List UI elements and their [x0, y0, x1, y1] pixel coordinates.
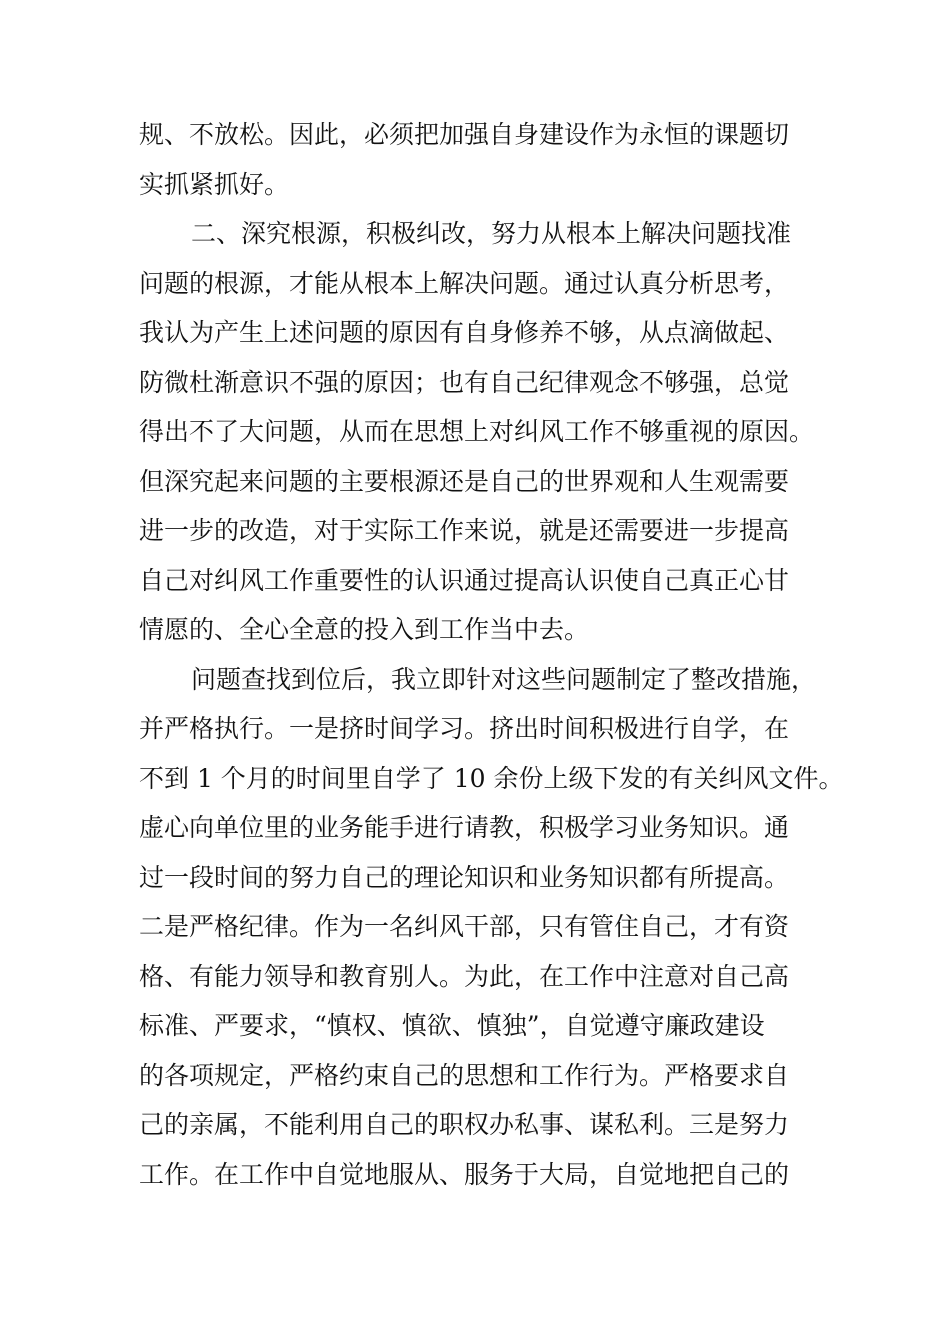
text-line: 我认为产生上述问题的原因有自身修养不够，从点滴做起、: [139, 318, 790, 347]
text-line: 虚心向单位里的业务能手进行请教，积极学习业务知识。通: [139, 813, 790, 842]
text-line: 问题查找到位后，我立即针对这些问题制定了整改措施，: [191, 664, 817, 694]
text-line: 不到 1 个月的时间里自学了 10 余份上级下发的有关纠风文件。: [139, 763, 844, 793]
text-line: 的各项规定，严格约束自己的思想和工作行为。严格要求自: [139, 1060, 790, 1090]
text-line: 格、有能力领导和教育别人。为此，在工作中注意对自己高: [139, 961, 790, 991]
text-line: 情愿的、全心全意的投入到工作当中去。: [139, 615, 590, 644]
document-body: [139, 110, 844, 1199]
text-line: 实抓紧抓好。: [139, 169, 290, 199]
text-line: 得出不了大问题，从而在思想上对纠风工作不够重视的原因。: [139, 417, 815, 446]
text-line: 二、深究根源，积极纠改，努力从根本上解决问题找准: [191, 219, 792, 248]
text-line: 自己对纠风工作重要性的认识通过提高认识使自己真正心甘: [139, 565, 790, 595]
text-line: 进一步的改造，对于实际工作来说，就是还需要进一步提高: [139, 516, 790, 545]
text-line: 并严格执行。一是挤时间学习。挤出时间积极进行自学，在: [139, 714, 790, 743]
text-line: 标准、严要求，“慎权、慎欲、慎独”，自觉遵守廉政建设: [139, 1011, 765, 1040]
text-line: 规、不放松。因此，必须把加强自身建设作为永恒的课题切: [139, 120, 790, 149]
text-line: 但深究起来问题的主要根源还是自己的世界观和人生观需要: [139, 466, 790, 496]
text-line: 二是严格纪律。作为一名纠风干部，只有管住自己，才有资: [139, 912, 790, 941]
text-line: 己的亲属，不能利用自己的职权办私事、谋私利。三是努力: [139, 1110, 790, 1139]
text-line: 问题的根源，才能从根本上解决问题。通过认真分析思考，: [139, 268, 790, 298]
text-line: 过一段时间的努力自己的理论知识和业务知识都有所提高。: [139, 862, 790, 892]
text-line: 防微杜渐意识不强的原因；也有自己纪律观念不够强，总觉: [139, 367, 790, 397]
text-line: 工作。在工作中自觉地服从、服务于大局，自觉地把自己的: [139, 1159, 790, 1189]
